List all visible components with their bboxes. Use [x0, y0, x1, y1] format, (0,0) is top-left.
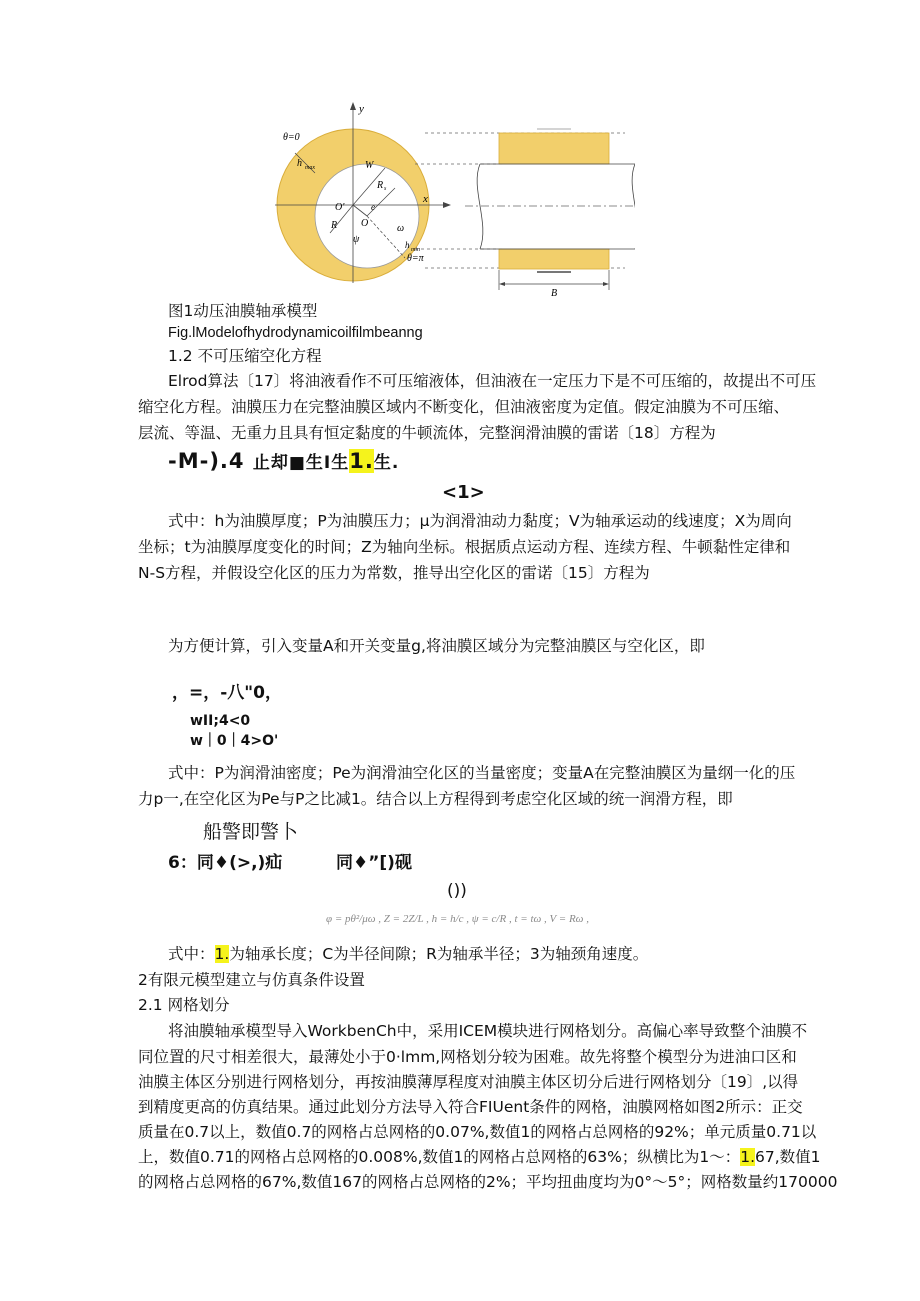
paragraph-line: 油膜主体区分别进行网格划分，再按油膜薄厚程度对油膜主体区切分后进行网格划分〔19〕,以得: [138, 1073, 799, 1091]
equation-1-number: <1>: [442, 482, 485, 503]
hmin-sub-label: min: [411, 247, 420, 253]
paragraph-highlight: 1.: [740, 1148, 756, 1166]
paragraph-highlight: 1.: [214, 945, 230, 963]
paragraph-line: 的网格占总网格的67%,数值167的网格占总网格的2%；平均扭曲度均为0°～5°；网格数量约170000: [138, 1173, 838, 1191]
paragraph-line: 将油膜轴承模型导入WorkbenCh中，采用ICEM模块进行网格划分。高偏心率导致整个油膜不: [168, 1022, 808, 1040]
equation-1: [168, 450, 399, 474]
paragraph-line: 同位置的尺寸相差很大，最薄处小于0·lmm,网格划分较为困难。故先将整个模型分为进油口区和: [138, 1048, 797, 1066]
radius-rs-label: R: [377, 180, 384, 191]
eccentricity-e-label: e: [371, 202, 375, 212]
paragraph-line: 缩空化方程。油膜压力在完整油膜区域内不断变化，但油液密度为定值。假定油膜为不可压缩、: [138, 398, 790, 416]
paragraph-line: [138, 1146, 821, 1168]
equation-1-part-a: -M-).4: [168, 449, 245, 473]
equation-3-definitions: φ = pθ²/μω , Z = 2Z/L , h = h/c , ψ = c/R , t = tω , V = Rω ,: [326, 913, 589, 925]
bearing-diagram: [255, 98, 635, 298]
paragraph-line: 到精度更高的仿真结果。通过此划分方法导入符合FIUent条件的网格，油膜网格如图2所示：正交: [138, 1098, 803, 1116]
equation-3-line-2b: 同♦”[)砚: [336, 853, 412, 873]
paragraph-line: [168, 943, 648, 965]
load-w-label: W: [365, 160, 374, 171]
bearing-side-view: [465, 129, 635, 298]
paragraph-line: 坐标；t为油膜厚度变化的时间；Z为轴向坐标。根据质点运动方程、连续方程、牛顿黏性定律和: [138, 538, 791, 556]
hmin-label: h: [405, 240, 410, 250]
section-heading-1-2: 1.2 不可压缩空化方程: [168, 347, 322, 365]
figure-caption-en: Fig.lModelofhydrodynamicoilfilmbeanng: [168, 325, 423, 341]
center-o-label: O: [361, 218, 369, 229]
section-heading-2: 2有限元模型建立与仿真条件设置: [138, 971, 365, 989]
width-b-label: B: [551, 288, 558, 298]
figure-bearing-model: [255, 98, 635, 298]
hmax-sub-label: max: [305, 165, 315, 171]
equation-2-line-1: ，=，-八"0，: [172, 683, 282, 703]
equation-3-line-2a: 6：同♦(>,)疝: [168, 853, 283, 873]
paragraph-line: 力p一,在空化区为Pe与P之比减1。结合以上方程得到考虑空化区域的统一润滑方程，即: [138, 790, 733, 808]
equation-2-line-2: wII;4<0: [190, 713, 251, 729]
psi-label: ψ: [353, 234, 360, 245]
section-heading-2-1: 2.1 网格划分: [138, 996, 230, 1014]
radius-rs-sub-label: s: [384, 186, 387, 192]
hmax-label: h: [297, 158, 302, 169]
paragraph-segment: 上，数值0.71的网格占总网格的0.008%,数值1的网格占总网格的63%；纵横比为1～：: [138, 1148, 741, 1166]
paragraph-line: 式中：P为润滑油密度；Pe为润滑油空化区的当量密度；变量A在完整油膜区为量纲一化的压: [168, 764, 796, 782]
equation-1-highlight: 1.: [349, 449, 374, 473]
figure-caption-cn: 图1动压油膜轴承模型: [168, 302, 318, 320]
theta-pi-label: θ=π: [407, 253, 424, 264]
paragraph-line: Elrod算法〔17〕将油液看作不可压缩液体，但油液在一定压力下是不可压缩的，故提出不可压: [168, 372, 817, 390]
y-axis-label: y: [359, 103, 364, 115]
equation-3-line-1: 船警即警卜: [203, 821, 299, 843]
omega-label: ω: [397, 223, 405, 234]
center-o-prime-label: O': [335, 202, 345, 213]
paragraph-segment: 为轴承长度；C为半径间隙；R为轴承半径；3为轴颈角速度。: [229, 945, 649, 963]
paragraph-segment: 67,数值1: [755, 1148, 821, 1166]
paragraph-line: 层流、等温、无重力且具有恒定黏度的牛顿流体，完整润滑油膜的雷诺〔18〕方程为: [138, 424, 716, 442]
radius-r-label: R: [331, 220, 338, 231]
equation-3-number: ()): [447, 881, 467, 901]
paragraph-line: 式中：h为油膜厚度；P为油膜压力；μ为润滑油动力黏度；V为轴承运动的线速度；X为周向: [168, 512, 792, 530]
paragraph-line: 质量在0.7以上，数值0.7的网格占总网格的0.07%,数值1的网格占总网格的92%；单元质量0.71以: [138, 1123, 817, 1141]
equation-1-part-b: 止却■生I生: [252, 453, 350, 473]
paragraph-segment: 式中：: [168, 945, 215, 963]
theta0-label: θ=0: [283, 132, 300, 143]
paragraph-line: N-S方程，并假设空化区的压力为常数，推导出空化区的雷诺〔15〕方程为: [138, 564, 650, 582]
x-axis-label: x: [423, 193, 428, 205]
equation-1-part-c: 生.: [373, 453, 400, 473]
paragraph-line: 为方便计算，引入变量A和开关变量g,将油膜区域分为完整油膜区与空化区，即: [168, 637, 705, 655]
equation-2-line-3: w｜0｜4>O': [190, 733, 279, 749]
